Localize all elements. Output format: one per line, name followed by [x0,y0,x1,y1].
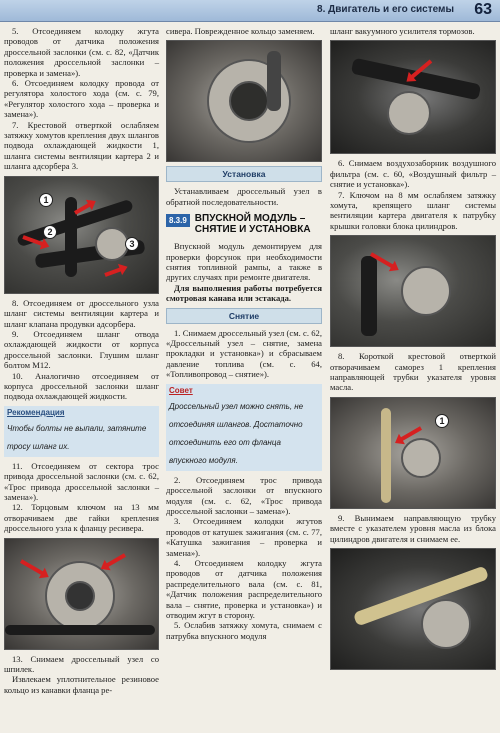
paragraph: 2. Отсоединяем трос привода дроссельной заслонки от впускного модуля (см. с. 62, «Трос привода дроссельной заслонки – замена»). [166,474,322,516]
page-header [0,0,500,22]
photo-hoses [4,176,159,294]
paragraph: 10. Аналогично отсоединяем от корпуса дроссельной заслонки шланг подвода охлаждающей жидкости. [4,370,159,402]
paragraph: 7. Крестовой отверткой ослабляем затяжку хомутов крепления двух шлангов подвода охлаждающей жидкости 1, шланга системы вентиляции картера 2 и шланга адсорбера 3. [4,119,159,172]
marker-3: 3 [125,237,139,251]
marker-1: 1 [435,414,449,428]
section-heading [166,213,322,235]
photo-throttle-nuts [4,538,159,650]
paragraph: Для выполнения работы потребуется смотровая канава или эстакада. [166,282,322,304]
paragraph: 9. Вынимаем направляющую трубку вместе с указателем уровня масла из блока цилиндров двигателя и снимаем ее. [330,512,496,544]
paragraph: Впускной модуль демонтируем для проверки форсунок при необходимости снятия топливной рампы, а также в других случаях при ремонте двигателя. [166,241,322,283]
paragraph: 12. Торцовым ключом на 13 мм отворачиваем две гайки крепления дроссельного узла к фланцу ресивера. [4,502,159,534]
paragraph: 13. Снимаем дроссельный узел со шпилек. [4,653,159,674]
column-right [330,26,496,674]
installation-heading: Установка [166,166,322,182]
photo-dipstick-removed [330,548,496,670]
column-left [4,26,159,695]
photo-dipstick-screw [330,397,496,509]
note-text: Дроссельный узел можно снять, не отсоединяя шлангов. Достаточно отсоединить его от фланца впускного модуля. [169,401,304,465]
note-text: Чтобы болты не выпали, затяните тросу шланг их. [7,423,147,451]
section-number: 8.3.9 [166,214,190,227]
paragraph: 7. Ключом на 8 мм ослабляем затяжку хомута, крепящего шланг системы вентиляции картера двигателя к патрубку крышки головки блока цилиндров. [330,189,496,231]
paragraph: 3. Отсоединяем колодки жгутов проводов от катушек зажигания (см. с. 77, «Катушка зажигания – проверка и замена»). [166,516,322,558]
paragraph: 4. Отсоединяем колодку жгута проводов от датчика положения распределительного вала (см. с. 81, «Датчик положения распределительного вала – снятие, проверка и установка») и отводим жгут в сторону. [166,557,322,620]
paragraph: Устанавливаем дроссельный узел в обратной последовательности. [166,186,322,207]
paragraph: шланг вакуумного усилителя тормозов. [330,26,475,36]
photo-crankcase-hose [330,235,496,347]
paragraph: 6. Отсоединяем колодку провода от регулятора холостого хода (см. с. 79, «Регулятор холостого хода – проверка и замена»). [4,78,159,120]
paragraph: 5. Отсоединяем колодку жгута проводов от датчика положения дроссельной заслонки (см. с. 82, «Датчик положения дроссельной заслонки – проверка и замена»). [4,26,159,78]
paragraph: 5. Ослабив затяжку хомута, снимаем с патрубка впускного модуля [166,620,322,641]
photo-throttle-removed [166,40,322,162]
note-title: Совет [169,385,193,395]
paragraph: Извлекаем уплотнительное резиновое кольцо из канавки фланца ре- [4,674,159,695]
marker-1: 1 [39,193,53,207]
page-number: 63 [474,1,492,18]
section-title: ВПУСКНОЙ МОДУЛЬ – СНЯТИЕ И УСТАНОВКА [194,213,311,236]
note-title: Рекомендация [7,407,65,417]
paragraph: 8. Отсоединяем от дроссельного узла шланг системы вентиляции картера и шланг клапана продувки адсорбера. [4,297,159,329]
paragraph: 6. Снимаем воздухозаборник воздушного фильтра (см. с. 60, «Воздушный фильтр – снятие и установка»). [330,158,496,190]
marker-2: 2 [43,225,57,239]
chapter-title: 8. Двигатель и его системы [317,4,454,15]
paragraph: сивера. Поврежденное кольцо заменяем. [166,26,315,36]
paragraph: 11. Отсоединяем от сектора трос привода дроссельной заслонки (см. с. 62, «Трос привода дроссельной заслонки – замена»). [4,460,159,502]
column-middle [166,26,322,641]
photo-vacuum-hose [330,40,496,154]
recommendation-note [4,406,159,457]
removal-heading: Снятие [166,308,322,324]
advice-note [166,384,322,471]
paragraph: 9. Отсоединяем шланг отвода охлаждающей жидкости от корпуса дроссельной заслонки. Глушим шланг болтом М12. [4,328,159,371]
paragraph: 8. Короткой крестовой отверткой отворачиваем саморез 1 крепления направляющей трубки указателя уровня масла. [330,351,496,393]
paragraph: 1. Снимаем дроссельный узел (см. с. 62, «Дроссельный узел – снятие, замена прокладки и установка») и сбрасываем давление топлива (см. с. 64, «Топливопровод – снятие»). [166,327,322,380]
